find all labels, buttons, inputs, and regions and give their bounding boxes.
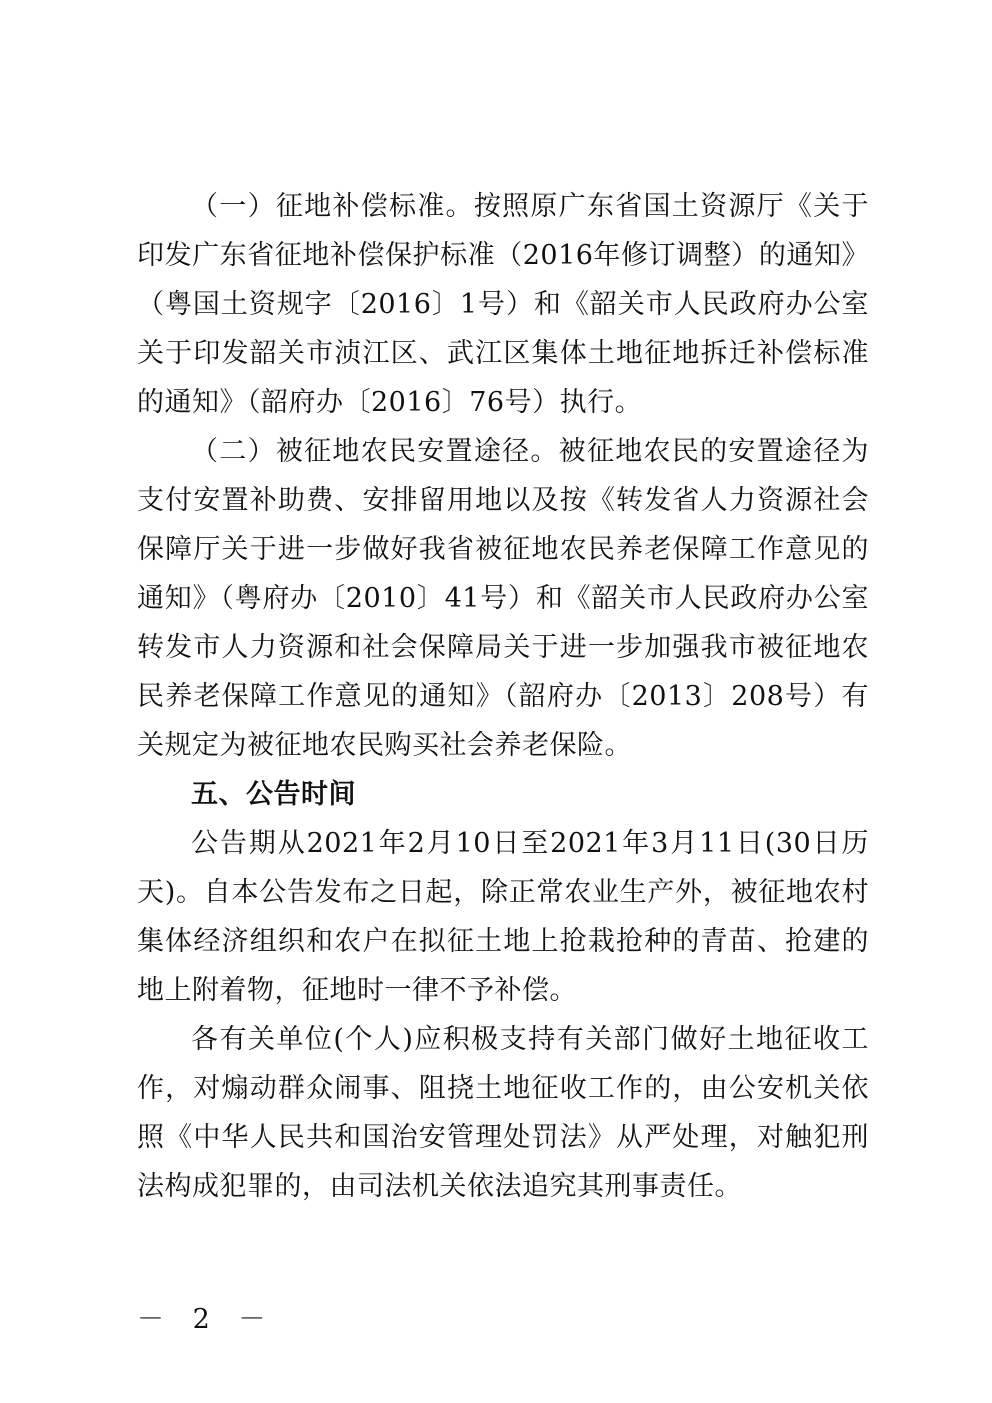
- document-body: [137, 182, 869, 1211]
- paragraph-announcement-period: 公告期从2021年2月10日至2021年3月11日(30日历天)。自本公告发布之日起，除正常农业生产外，被征地农村集体经济组织和农户在拟征土地上抢栽抢种的青苗、抢建的地上附着物，征地时一律不予补偿。: [137, 828, 869, 1006]
- paragraph-compensation-standard: （一）征地补偿标准。按照原广东省国土资源厅《关于印发广东省征地补偿保护标准（2016年修订调整）的通知》（粤国土资规字〔2016〕1号）和《韶关市人民政府办公室关于印发韶关市浈江区、武江区集体土地征地拆迁补偿标准的通知》（韶府办〔2016〕76号）执行。: [137, 191, 869, 418]
- paragraph-resettlement-approach: （二）被征地农民安置途径。被征地农民的安置途径为支付安置补助费、安排留用地以及按《转发省人力资源社会保障厅关于进一步做好我省被征地农民养老保障工作意见的通知》（粤府办〔2010〕41号）和《韶关市人民政府办公室转发市人力资源和社会保障局关于进一步加强我市被征地农民养老保障工作意见的通知》（韶府办〔2013〕208号）有关规定为被征地农民购买社会养老保险。: [137, 436, 869, 761]
- paragraph-legal-warning: 各有关单位(个人)应积极支持有关部门做好土地征收工作，对煽动群众闹事、阻挠土地征收工作的，由公安机关依照《中华人民共和国治安管理处罚法》从严处理，对触犯刑法构成犯罪的，由司法机关依法追究其刑事责任。: [137, 1024, 869, 1202]
- page-number: － 2 －: [137, 1304, 276, 1335]
- section-heading-announcement-time: 五、公告时间: [191, 779, 356, 810]
